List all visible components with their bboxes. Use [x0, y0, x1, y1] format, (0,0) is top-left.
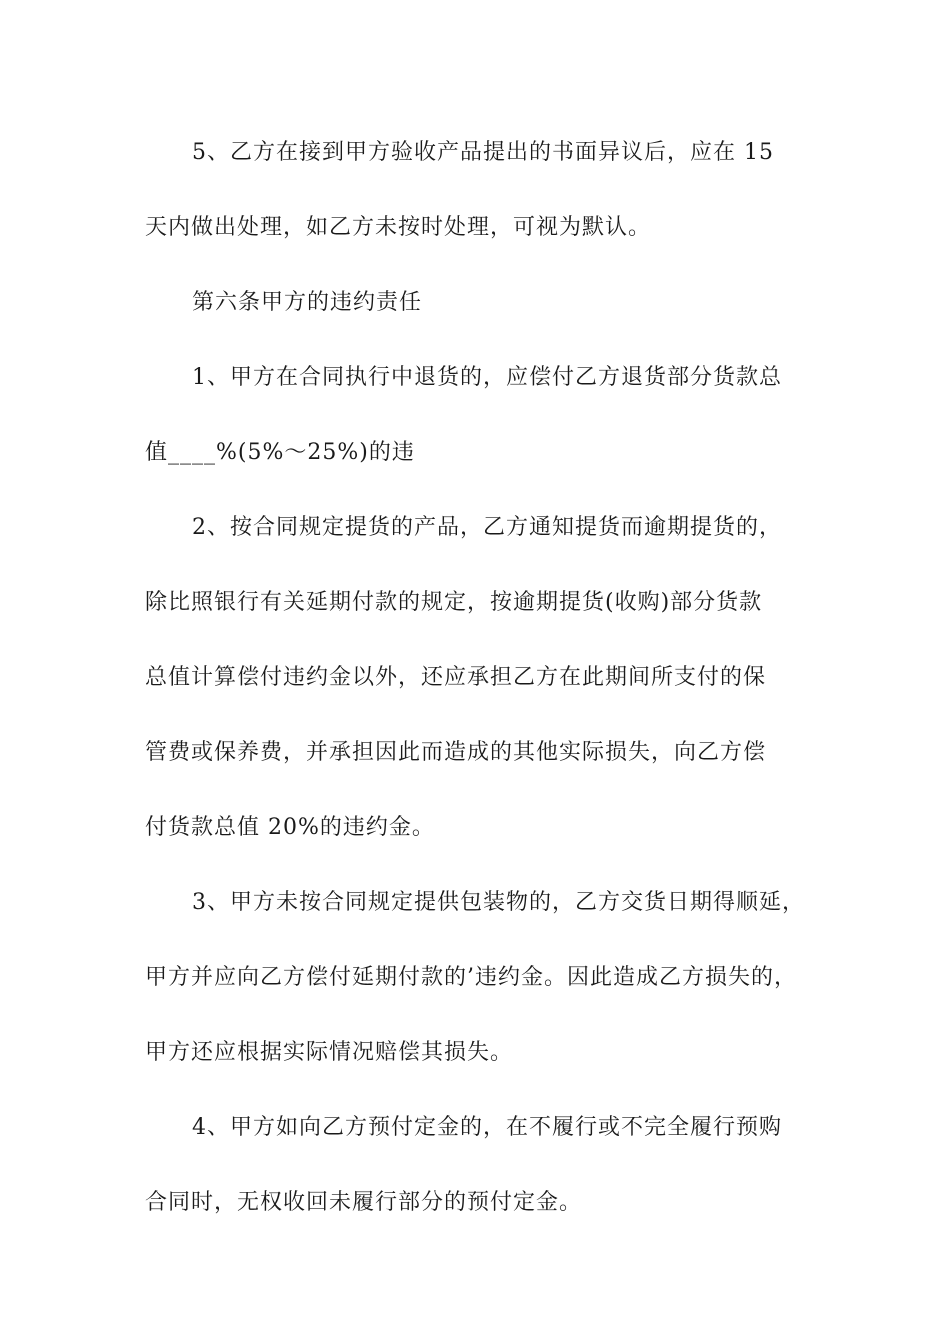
paragraph-3-line-2: 甲方并应向乙方偿付延期付款的’违约金。因此造成乙方损失的，	[145, 965, 797, 990]
document-body	[145, 128, 835, 1253]
paragraph-3-line-3: 甲方还应根据实际情况赔偿其损失。	[145, 1040, 514, 1065]
paragraph-4-line-1: 4、甲方如向乙方预付定金的，在不履行或不完全履行预购	[192, 1115, 782, 1140]
paragraph-2-line-4: 管费或保养费，并承担因此而造成的其他实际损失，向乙方偿	[145, 740, 767, 765]
paragraph-5-line-1: 5、乙方在接到甲方验收产品提出的书面异议后，应在 15	[192, 140, 774, 165]
paragraph-2-line-3: 总值计算偿付违约金以外，还应承担乙方在此期间所支付的保	[145, 665, 767, 690]
paragraph-5-line-2: 天内做出处理，如乙方未按时处理，可视为默认。	[145, 215, 652, 240]
paragraph-1-line-1: 1、甲方在合同执行中退货的，应偿付乙方退货部分货款总	[192, 365, 782, 390]
paragraph-3-line-1: 3、甲方未按合同规定提供包装物的，乙方交货日期得顺延，	[192, 890, 805, 915]
article-6-heading: 第六条甲方的违约责任	[192, 290, 423, 315]
paragraph-4-line-2: 合同时，无权收回未履行部分的预付定金。	[145, 1190, 583, 1215]
paragraph-2-line-1: 2、按合同规定提货的产品，乙方通知提货而逾期提货的，	[192, 515, 782, 540]
paragraph-2-line-2: 除比照银行有关延期付款的规定，按逾期提货(收购)部分货款	[145, 590, 763, 615]
paragraph-1-line-2: 值____%(5%～25%)的违	[145, 440, 415, 465]
paragraph-2-line-5: 付货款总值 20%的违约金。	[145, 815, 435, 840]
